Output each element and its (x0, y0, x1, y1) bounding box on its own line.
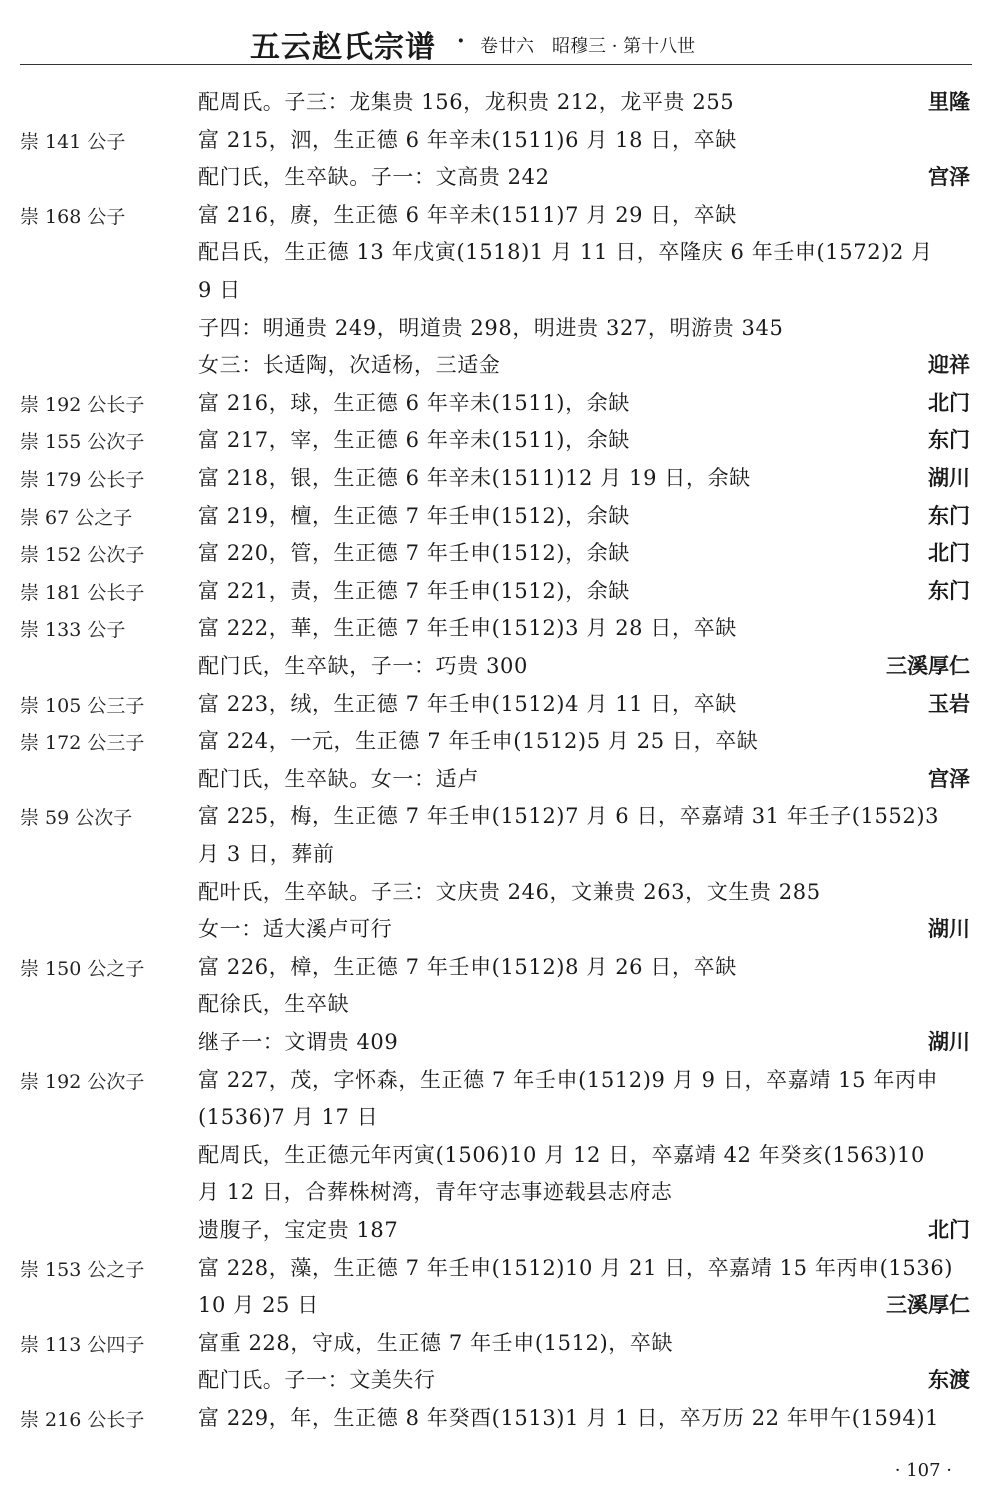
entry-line (0, 1098, 992, 1136)
location-label: 湖川 (928, 465, 970, 490)
entry-line (0, 722, 992, 760)
parent-label: 崇 153 公之子 (20, 1258, 145, 1281)
entry-text: 富 224，一元，生正德 7 年壬申(1512)5 月 25 日，卒缺 (198, 729, 759, 754)
location-label: 北门 (928, 1217, 970, 1242)
entry-line (0, 83, 992, 121)
entry-text: 富 226，樟，生正德 7 年壬申(1512)8 月 26 日，卒缺 (198, 954, 737, 979)
entry-text: 9 日 (198, 278, 241, 302)
entry-line (0, 760, 992, 798)
entry-text: 富 215，泗，生正德 6 年辛未(1511)6 月 18 日，卒缺 (198, 127, 737, 152)
parent-label: 崇 192 公次子 (20, 1070, 145, 1093)
book-title: 五云赵氏宗谱 (250, 30, 436, 65)
entry-text: 配门氏，生卒缺。女一：适卢 (198, 766, 479, 791)
entry-line (0, 158, 992, 196)
entry-line (0, 572, 992, 610)
section-subtitle: 卷廿六 昭穆三 · 第十八世 (480, 36, 696, 57)
entry-text: (1536)7 月 17 日 (198, 1105, 379, 1130)
entry-text: 配徐氏，生卒缺 (198, 992, 350, 1017)
location-label: 东门 (928, 577, 970, 603)
entry-text: 配门氏，生卒缺。子一：文高贵 242 (198, 165, 550, 190)
location-label: 湖川 (928, 1029, 970, 1054)
location-label: 迎祥 (928, 352, 970, 378)
parent-label: 崇 113 公四子 (20, 1333, 145, 1356)
parent-label: 崇 179 公长子 (20, 469, 145, 491)
location-label: 北门 (928, 389, 970, 415)
entry-line (0, 1286, 992, 1324)
entry-text: 富 218，银，生正德 6 年辛未(1511)12 月 19 日，余缺 (198, 466, 751, 490)
location-label: 东渡 (928, 1367, 970, 1393)
entry-text: 子四：明通贵 249，明道贵 298，明进贵 327，明游贵 345 (198, 315, 784, 340)
location-label: 玉岩 (928, 690, 970, 716)
entry-text: 配门氏。子一：文美失行 (198, 1368, 436, 1393)
parent-label: 崇 192 公长子 (20, 393, 145, 416)
entry-text: 富 222，華，生正德 7 年壬申(1512)3 月 28 日，卒缺 (198, 616, 737, 641)
entry-line (0, 835, 992, 873)
entry-line (0, 497, 992, 535)
entry-line (0, 1136, 992, 1174)
entry-line (0, 384, 992, 422)
entry-text: 10 月 25 日 (198, 1293, 319, 1318)
entry-line (0, 1399, 992, 1437)
title-separator: · (457, 28, 465, 54)
location-label: 湖川 (928, 916, 970, 942)
entry-text: 富 223，绒，生正德 7 年壬申(1512)4 月 11 日，卒缺 (198, 691, 737, 716)
entry-line (0, 797, 992, 835)
entry-text: 富重 228，守成，生正德 7 年壬申(1512)，卒缺 (198, 1330, 674, 1355)
entry-line (0, 985, 992, 1023)
entry-line (0, 459, 992, 497)
header-rule (20, 64, 972, 65)
parent-label: 崇 168 公子 (20, 205, 126, 228)
entry-line (0, 534, 992, 572)
entry-line (0, 1211, 992, 1249)
entry-line (0, 421, 992, 459)
parent-label: 崇 216 公长子 (20, 1409, 145, 1431)
entry-line (0, 271, 992, 309)
entry-text: 富 225，梅，生正德 7 年壬申(1512)7 月 6 日，卒嘉靖 31 年壬子(1552)3 (198, 804, 940, 829)
parent-label: 崇 133 公子 (20, 619, 126, 642)
location-label: 里隆 (928, 89, 970, 114)
entry-line (0, 196, 992, 234)
entry-text: 遗腹子，宝定贵 187 (198, 1218, 399, 1242)
entry-text: 配门氏，生卒缺，子一：巧贵 300 (198, 654, 528, 678)
entry-line (0, 346, 992, 384)
entry-text: 配吕氏，生正德 13 年戊寅(1518)1 月 11 日，卒隆庆 6 年壬申(1572)2 月 (198, 240, 933, 265)
entry-line (0, 948, 992, 986)
entry-line (0, 910, 992, 948)
entry-line (0, 1361, 992, 1399)
location-label: 北门 (928, 540, 970, 566)
location-label: 三溪厚仁 (886, 1292, 970, 1318)
location-label: 三溪厚仁 (886, 653, 970, 678)
entry-text: 配周氏，生正德元年丙寅(1506)10 月 12 日，卒嘉靖 42 年癸亥(1563)10 (198, 1142, 925, 1167)
parent-label: 崇 181 公长子 (20, 581, 145, 604)
parent-label: 崇 152 公次子 (20, 544, 145, 567)
entry-text: 配叶氏，生卒缺。子三：文庆贵 246，文兼贵 263，文生贵 285 (198, 879, 821, 904)
entry-text: 富 216，赓，生正德 6 年辛未(1511)7 月 29 日，卒缺 (198, 202, 737, 227)
entry-line (0, 1324, 992, 1362)
entry-line (0, 685, 992, 723)
entry-text: 富 227，茂，字怀森，生正德 7 年壬申(1512)9 月 9 日，卒嘉靖 15 年丙申 (198, 1067, 939, 1092)
entry-text: 富 216，球，生正德 6 年辛未(1511)，余缺 (198, 390, 630, 415)
entry-line (0, 121, 992, 159)
entry-text: 富 228，藻，生正德 7 年壬申(1512)10 月 21 日，卒嘉靖 15 年丙申(1536) (198, 1255, 954, 1280)
entry-line (0, 1173, 992, 1211)
entry-text: 配周氏。子三：龙集贵 156，龙积贵 212，龙平贵 255 (198, 90, 735, 114)
parent-label: 崇 150 公之子 (20, 957, 145, 980)
entry-text: 富 229，年，生正德 8 年癸酉(1513)1 月 1 日，卒万历 22 年甲午(1594)1 (198, 1406, 940, 1430)
location-label: 东门 (928, 502, 970, 528)
location-label: 宫泽 (928, 164, 970, 190)
parent-label: 崇 105 公三子 (20, 694, 145, 717)
parent-label: 崇 155 公次子 (20, 431, 145, 454)
entry-line (0, 233, 992, 271)
entry-text: 继子一：文谓贵 409 (198, 1030, 399, 1054)
entry-line (0, 1249, 992, 1287)
entry-line (0, 1023, 992, 1061)
parent-label: 崇 67 公之子 (20, 506, 133, 529)
entry-line (0, 873, 992, 911)
entry-line (0, 309, 992, 347)
parent-label: 崇 59 公次子 (20, 807, 133, 830)
page-number: · 107 · (894, 1460, 952, 1481)
parent-label: 崇 141 公子 (20, 130, 126, 153)
entry-text: 女一：适大溪卢可行 (198, 917, 393, 942)
entry-line (0, 647, 992, 685)
entry-text: 月 3 日，葬前 (198, 842, 335, 866)
entry-text: 富 217，宰，生正德 6 年辛未(1511)，余缺 (198, 428, 630, 453)
location-label: 东门 (928, 427, 970, 453)
entry-text: 月 12 日，合葬株树湾，青年守志事迹载县志府志 (198, 1180, 673, 1205)
entry-line (0, 609, 992, 647)
location-label: 宫泽 (928, 765, 970, 791)
parent-label: 崇 172 公三子 (20, 732, 145, 755)
entry-line (0, 1061, 992, 1099)
entry-text: 富 220，管，生正德 7 年壬申(1512)，余缺 (198, 541, 630, 566)
page-header (0, 14, 992, 66)
entry-text: 富 221，责，生正德 7 年壬申(1512)，余缺 (198, 578, 630, 603)
entry-text: 富 219，檀，生正德 7 年壬申(1512)，余缺 (198, 503, 630, 528)
entry-text: 女三：长适陶，次适杨，三适金 (198, 353, 501, 378)
